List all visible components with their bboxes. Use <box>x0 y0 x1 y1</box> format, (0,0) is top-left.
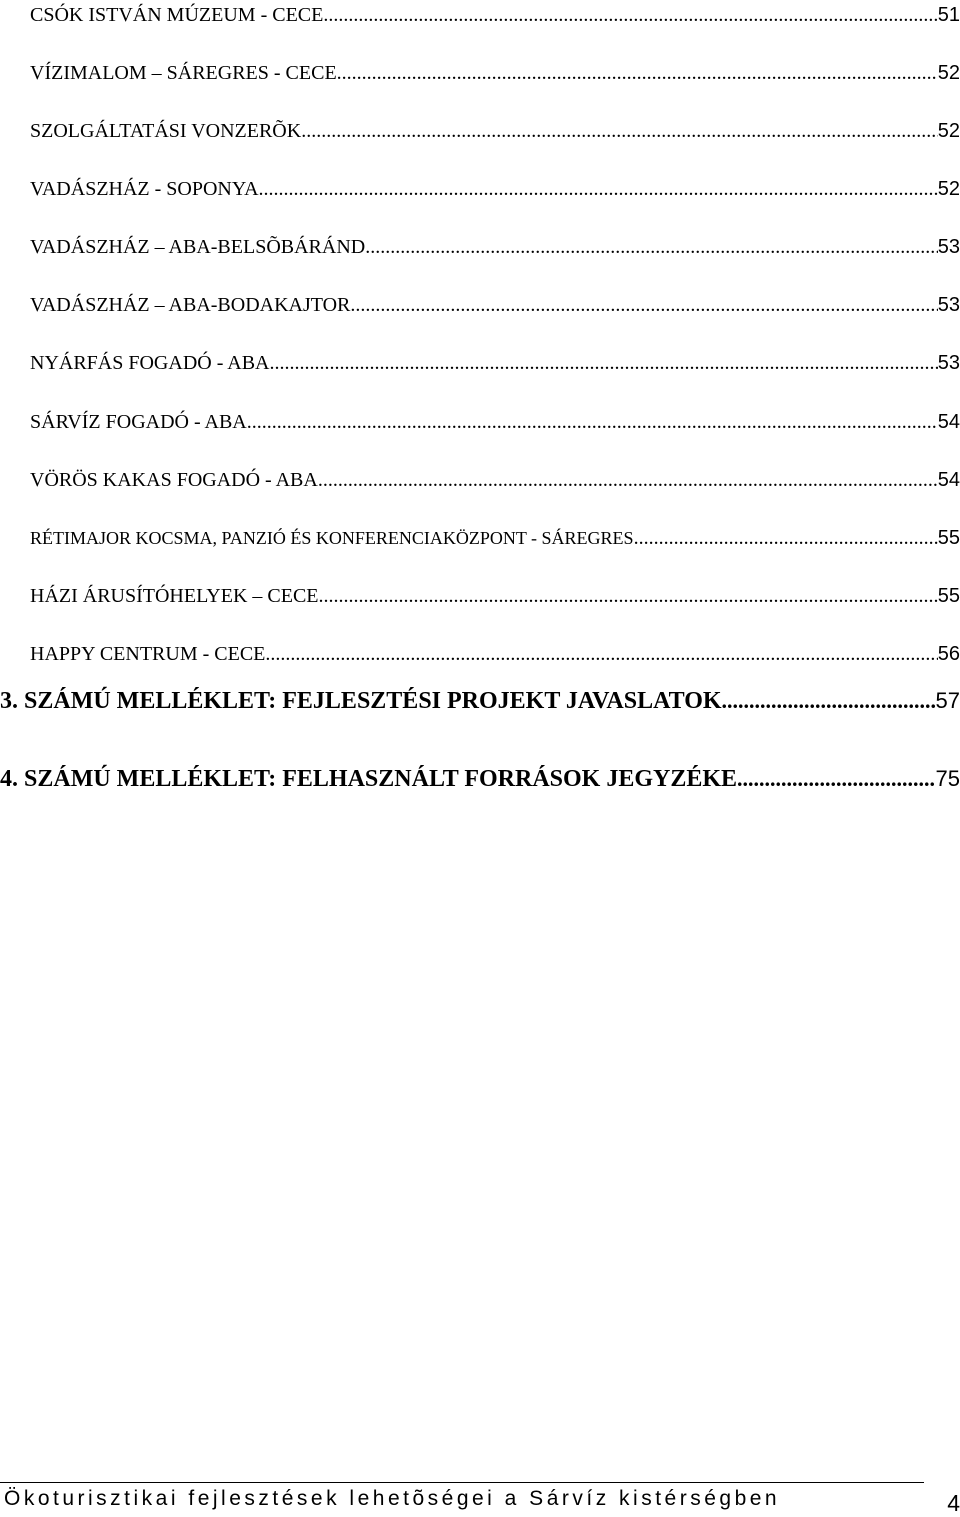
toc-entry[interactable] <box>30 641 960 667</box>
toc-entry-title: VÍZIMALOM – SÁREGRES - CECE <box>30 62 337 84</box>
toc-entry[interactable] <box>30 234 960 260</box>
toc-entry-page: 54 <box>937 469 960 491</box>
toc-dot-leader <box>319 583 938 609</box>
toc-entry-title: NYÁRFÁS FOGADÓ - ABA <box>30 352 270 374</box>
toc-appendix-page: 57 <box>935 688 960 713</box>
toc-entry-title: RÉTIMAJOR KOCSMA, PANZIÓ ÉS KONFERENCIAKÖZPONT - SÁREGRES <box>30 528 634 548</box>
toc-entry-title: HÁZI ÁRUSÍTÓHELYEK – CECE <box>30 585 319 607</box>
toc-dot-leader <box>737 764 935 794</box>
toc-entry-page: 55 <box>937 527 960 549</box>
toc-entry-title: SÁRVÍZ FOGADÓ - ABA <box>30 411 247 433</box>
toc-entry[interactable] <box>30 176 960 202</box>
toc-entry-title: SZOLGÁLTATÁSI VONZERÕK <box>30 120 302 142</box>
toc-entry[interactable] <box>30 2 960 28</box>
toc-dot-leader <box>722 686 936 716</box>
toc-dot-leader <box>318 467 938 493</box>
toc-dot-leader <box>365 234 938 260</box>
toc-entry-page: 55 <box>937 585 960 607</box>
toc-dot-leader <box>269 350 937 376</box>
toc-entry[interactable] <box>30 292 960 318</box>
toc-entry[interactable] <box>30 467 960 493</box>
toc-entry-page: 52 <box>937 120 960 142</box>
toc-entry[interactable] <box>30 350 960 376</box>
toc-entry-page: 51 <box>937 4 960 26</box>
toc-appendix-page: 75 <box>935 766 960 791</box>
toc-dot-leader <box>265 641 937 667</box>
toc-entry-page: 53 <box>937 294 960 316</box>
toc-entry-title: VÖRÖS KAKAS FOGADÓ - ABA <box>30 469 318 491</box>
toc-dot-leader <box>634 525 938 551</box>
toc-entry-page: 54 <box>937 411 960 433</box>
toc-appendix-entry[interactable] <box>0 764 960 794</box>
toc-dot-leader <box>259 176 938 202</box>
toc-entry-title: VADÁSZHÁZ – ABA-BODAKAJTOR <box>30 294 351 316</box>
toc-dot-leader <box>350 292 937 318</box>
toc-entry-page: 53 <box>937 236 960 258</box>
toc-appendix-title: 4. SZÁMÚ MELLÉKLET: FELHASZNÁLT FORRÁSOK JEGYZÉKE <box>0 766 738 792</box>
toc-entry[interactable] <box>30 409 960 435</box>
toc-entry-title: VADÁSZHÁZ - SOPONYA <box>30 178 259 200</box>
toc-appendix-title: 3. SZÁMÚ MELLÉKLET: FEJLESZTÉSI PROJEKT JAVASLATOK <box>0 688 722 714</box>
toc-entry-page: 56 <box>937 643 960 665</box>
footer-page-number: 4 <box>947 1490 960 1516</box>
toc-entry[interactable] <box>30 583 960 609</box>
toc-entry[interactable] <box>30 525 960 551</box>
toc-dot-leader <box>247 409 938 435</box>
toc-dot-leader <box>323 2 937 28</box>
toc-dot-leader <box>337 60 938 86</box>
toc-entry-title: CSÓK ISTVÁN MÚZEUM - CECE <box>30 4 324 26</box>
footer-running-title: Ökoturisztikai fejlesztések lehetõségei a Sárvíz kistérségben <box>4 1487 781 1510</box>
toc-entry-page: 53 <box>937 352 960 374</box>
toc-entry[interactable] <box>30 118 960 144</box>
toc-appendix-entry[interactable] <box>0 686 960 716</box>
toc-entry-page: 52 <box>937 62 960 84</box>
toc-entry-title: HAPPY CENTRUM - CECE <box>30 643 266 665</box>
toc-entry-title: VADÁSZHÁZ – ABA-BELSÕBÁRÁND <box>30 236 366 258</box>
toc-entry[interactable] <box>30 60 960 86</box>
footer-rule <box>0 1482 924 1483</box>
toc-dot-leader <box>301 118 938 144</box>
toc-entry-page: 52 <box>937 178 960 200</box>
